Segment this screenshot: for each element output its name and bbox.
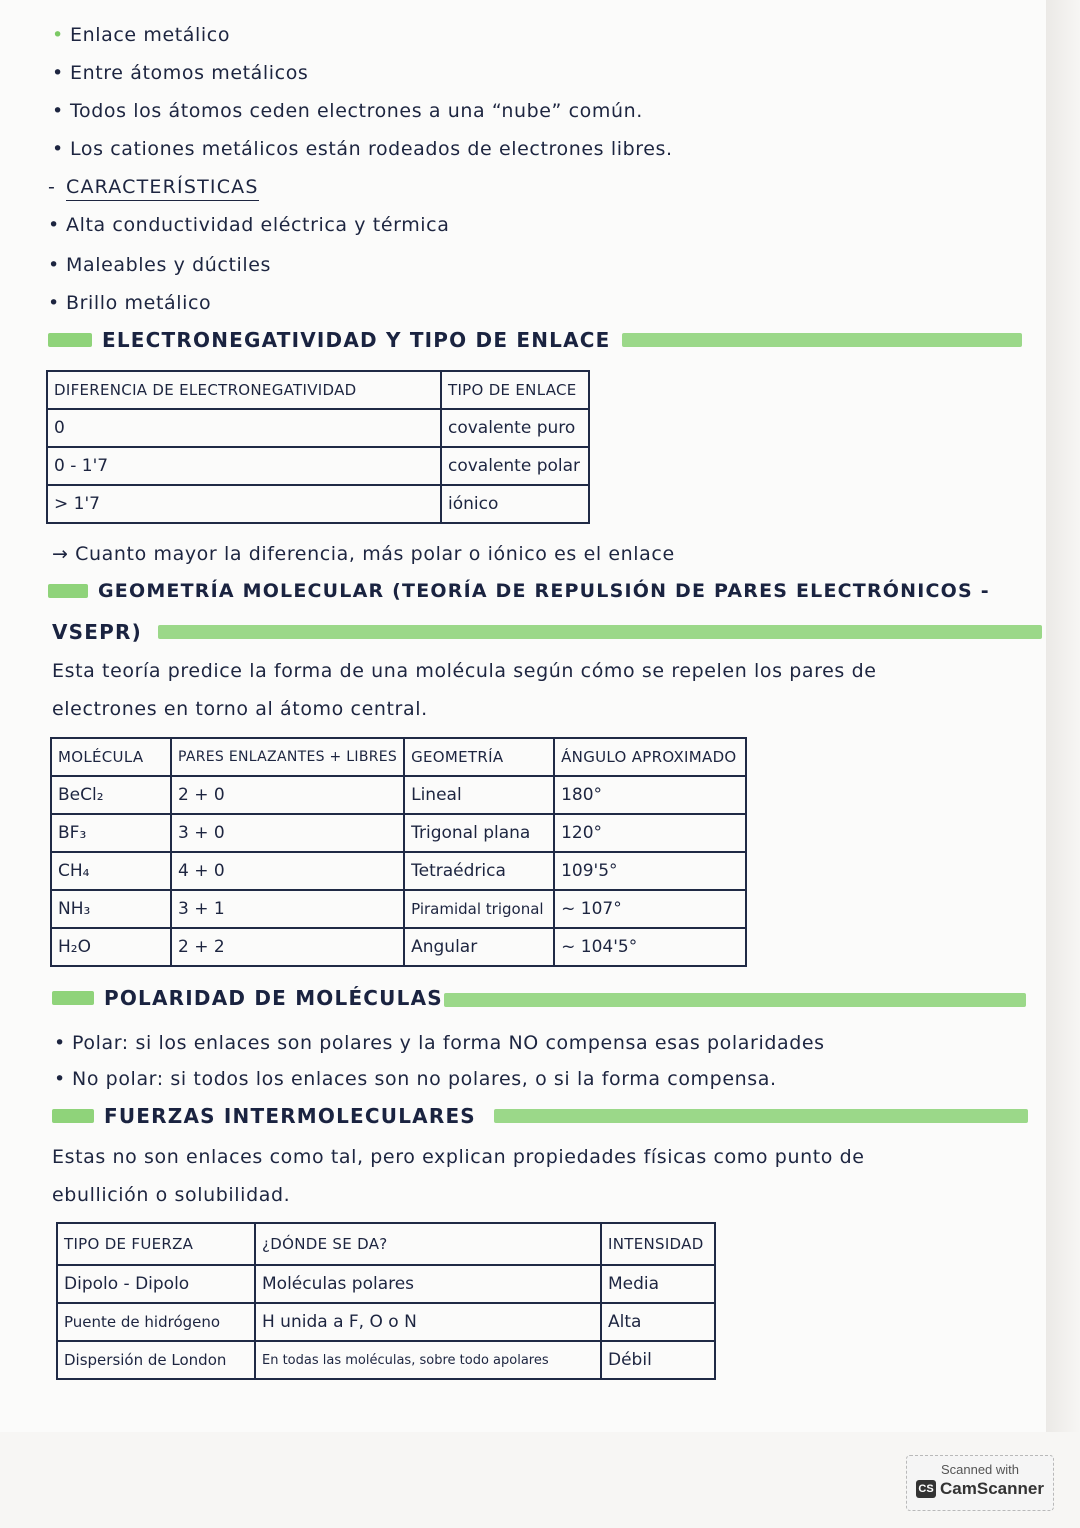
bullet-text: Maleables y dúctiles <box>66 254 272 276</box>
scanner-brand-text: CamScanner <box>940 1479 1044 1498</box>
table-cell: Angular <box>404 928 554 966</box>
table-cell: Puente de hidrógeno <box>57 1303 255 1341</box>
vsepr-table <box>50 737 747 967</box>
heading-text: VSEPR) <box>52 620 142 644</box>
table-header: GEOMETRÍA <box>404 738 554 776</box>
forces-text-2: ebullición o solubilidad. <box>52 1184 291 1206</box>
table-cell: 3 + 1 <box>171 890 404 928</box>
bullet-text: Polar: si los enlaces son polares y la forma NO compensa esas polaridades <box>72 1032 825 1054</box>
table-cell: Débil <box>601 1341 715 1379</box>
bullet-text: Brillo metálico <box>66 292 212 314</box>
table-cell: Tetraédrica <box>404 852 554 890</box>
scanner-caption: Scanned with <box>940 1462 1020 1477</box>
table-header: TIPO DE ENLACE <box>441 371 589 409</box>
metallic-bullet-2: • Todos los átomos ceden electrones a una “nube” común. <box>52 100 643 122</box>
table-header: ÁNGULO APROXIMADO <box>554 738 746 776</box>
characteristics-title-text: CARACTERÍSTICAS <box>66 176 259 201</box>
bullet-text: Los cationes metálicos están rodeados de electrones libres. <box>70 138 673 160</box>
heading-text: GEOMETRÍA MOLECULAR (TEORÍA DE REPULSIÓN DE PARES ELECTRÓNICOS - <box>98 580 990 602</box>
electroneg-heading <box>48 328 611 352</box>
characteristic-1: • Alta conductividad eléctrica y térmica <box>48 214 450 236</box>
metallic-bullet-3: • Los cationes metálicos están rodeados de electrones libres. <box>52 138 673 160</box>
table-cell: 0 - 1'7 <box>47 447 441 485</box>
table-cell: Media <box>601 1265 715 1303</box>
table-cell: H₂O <box>51 928 171 966</box>
characteristics-title: - CARACTERÍSTICAS <box>48 176 259 198</box>
heading-text: ELECTRONEGATIVIDAD Y TIPO DE ENLACE <box>102 328 611 352</box>
page-edge-shadow <box>1046 0 1080 1432</box>
vsepr-heading-line2 <box>52 620 142 644</box>
table-cell: 3 + 0 <box>171 814 404 852</box>
table-header: DIFERENCIA DE ELECTRONEGATIVIDAD <box>47 371 441 409</box>
table-cell: ~ 104'5° <box>554 928 746 966</box>
metallic-title: • Enlace metálico <box>52 24 231 46</box>
table-cell: BeCl₂ <box>51 776 171 814</box>
polarity-bullet-2: • No polar: si todos los enlaces son no polares, o si la forma compensa. <box>54 1068 777 1090</box>
metallic-bullet-1: • Entre átomos metálicos <box>52 62 309 84</box>
forces-text-1: Estas no son enlaces como tal, pero explican propiedades físicas como punto de <box>52 1146 865 1168</box>
bullet-text: Alta conductividad eléctrica y térmica <box>66 214 450 236</box>
bullet-text: Todos los átomos ceden electrones a una “nube” común. <box>70 100 643 122</box>
table-row <box>47 485 589 523</box>
table-row <box>51 852 746 890</box>
table-row <box>51 776 746 814</box>
vsepr-text-2: electrones en torno al átomo central. <box>52 698 428 720</box>
table-cell: Alta <box>601 1303 715 1341</box>
metallic-title-text: Enlace metálico <box>70 24 231 46</box>
highlight-bar <box>622 333 1022 347</box>
table-cell: 4 + 0 <box>171 852 404 890</box>
table-header-row <box>57 1223 715 1265</box>
table-cell: En todas las moléculas, sobre todo apolares <box>255 1341 601 1379</box>
table-cell: BF₃ <box>51 814 171 852</box>
highlight-mark <box>52 1109 94 1123</box>
characteristic-2: • Maleables y dúctiles <box>48 254 272 276</box>
table-row <box>57 1303 715 1341</box>
table-cell: ~ 107° <box>554 890 746 928</box>
table-cell: CH₄ <box>51 852 171 890</box>
table-cell: 109'5° <box>554 852 746 890</box>
heading-text: FUERZAS INTERMOLECULARES <box>104 1104 476 1128</box>
camscanner-logo-icon: CS <box>916 1480 936 1498</box>
heading-text: POLARIDAD DE MOLÉCULAS <box>104 986 443 1010</box>
polarity-heading <box>52 986 443 1010</box>
highlight-bar <box>444 993 1026 1007</box>
table-cell: Moléculas polares <box>255 1265 601 1303</box>
forces-table <box>56 1222 716 1380</box>
table-cell: Lineal <box>404 776 554 814</box>
table-row <box>47 447 589 485</box>
table-row <box>51 928 746 966</box>
table-cell: Dispersión de London <box>57 1341 255 1379</box>
table-row <box>47 409 589 447</box>
electroneg-table <box>46 370 590 524</box>
highlight-bar <box>158 625 1042 639</box>
table-header-row <box>47 371 589 409</box>
table-row <box>57 1341 715 1379</box>
table-cell: 120° <box>554 814 746 852</box>
table-header: PARES ENLAZANTES + LIBRES <box>171 738 404 776</box>
table-header: TIPO DE FUERZA <box>57 1223 255 1265</box>
table-cell: covalente polar <box>441 447 589 485</box>
vsepr-text-1: Esta teoría predice la forma de una molécula según cómo se repelen los pares de <box>52 660 877 682</box>
table-cell: 0 <box>47 409 441 447</box>
vsepr-heading <box>48 580 990 602</box>
table-cell: H unida a F, O o N <box>255 1303 601 1341</box>
camscanner-badge <box>906 1455 1054 1511</box>
table-cell: Dipolo - Dipolo <box>57 1265 255 1303</box>
table-cell: 180° <box>554 776 746 814</box>
highlight-mark <box>48 333 92 347</box>
table-cell: 2 + 0 <box>171 776 404 814</box>
table-row <box>51 814 746 852</box>
table-cell: 2 + 2 <box>171 928 404 966</box>
table-cell: > 1'7 <box>47 485 441 523</box>
scanner-brand <box>907 1479 1053 1499</box>
bullet-text: No polar: si todos los enlaces son no polares, o si la forma compensa. <box>72 1068 777 1090</box>
table-cell: covalente puro <box>441 409 589 447</box>
table-header: ¿DÓNDE SE DA? <box>255 1223 601 1265</box>
table-cell: iónico <box>441 485 589 523</box>
table-cell: NH₃ <box>51 890 171 928</box>
table-cell: Piramidal trigonal <box>404 890 554 928</box>
table-header: MOLÉCULA <box>51 738 171 776</box>
characteristic-3: • Brillo metálico <box>48 292 212 314</box>
table-header-row <box>51 738 746 776</box>
highlight-mark <box>48 584 88 598</box>
bullet-text: Entre átomos metálicos <box>70 62 309 84</box>
table-header: INTENSIDAD <box>601 1223 715 1265</box>
table-row <box>51 890 746 928</box>
electroneg-note: → Cuanto mayor la diferencia, más polar o iónico es el enlace <box>52 543 675 565</box>
highlight-bar <box>494 1109 1028 1123</box>
table-cell: Trigonal plana <box>404 814 554 852</box>
highlight-mark <box>52 991 94 1005</box>
forces-heading <box>52 1104 476 1128</box>
polarity-bullet-1: • Polar: si los enlaces son polares y la forma NO compensa esas polaridades <box>54 1032 825 1054</box>
table-row <box>57 1265 715 1303</box>
